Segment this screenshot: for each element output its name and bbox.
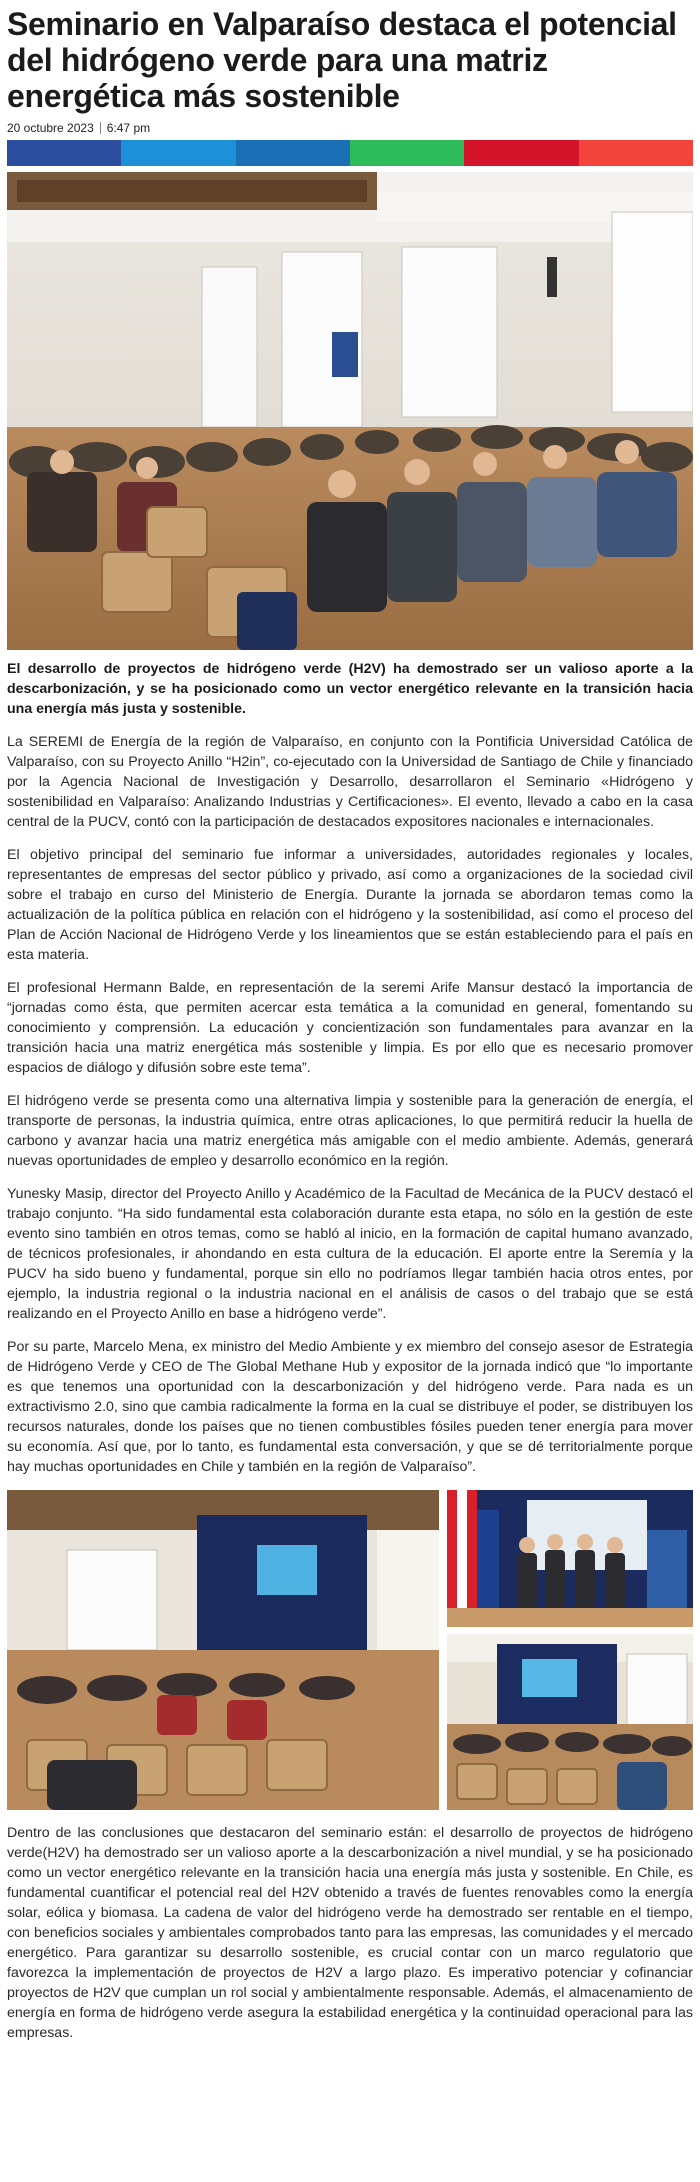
meta-divider [100, 122, 101, 134]
color-stripe-6 [579, 140, 693, 166]
article-paragraph-5: Yunesky Masip, director del Proyecto Anillo y Académico de la Facultad de Mecánica de la PUCV destacó el trabajo conjunto. “Ha sido fundamental esta colaboración durante esta etapa, no sólo en la gestión de este evento sino también en otros temas, como se habló al inicio, en la formación de capital humano avanzado, de técnicos profesionales, ir ahondando en esta cultura de la educación. El aporte entre la Seremía y la PUCV ha sido bueno y fundamental, porque sin ello no podríamos llegar también hacia otros entes, por ejemplo, la industria regional o la industria nacional en el análisis de casos o del trabajo que se está realizando en el Proyecto Anillo en base a hidrógeno verde”. [7, 1186, 693, 1322]
gallery-photo-speakers-group [447, 1490, 693, 1627]
article-lead: El desarrollo de proyectos de hidrógeno verde (H2V) ha demostrado ser un valioso aporte a la descarbonización, y se ha posicionado como un vector energético relevante en la transición hacia una energía más justa y sostenible. [7, 661, 693, 717]
main-photo-seminar-audience [7, 172, 693, 650]
color-stripe-3 [236, 140, 350, 166]
article-closing-paragraph: Dentro de las conclusiones que destacaron del seminario están: el desarrollo de proyectos de hidrógeno verde(H2V) ha demostrado ser un valioso aporte a la descarbonización a nivel mundial, y se ha posicionado como un vector energético relevante en la transición hacia una energía más justa y sostenible. En Chile, es fundamental cuantificar el potencial real del H2V obtenido a través de fuentes renovables como la energía solar, eólica y biomasa. La cadena de valor del hidrógeno verde ha demostrado ser rentable en el tiempo, con beneficios sociales y ambientales comprobados tanto para las empresas, las comunidades y el mercado energético. Para garantizar su desarrollo sostenible, es crucial contar con un marco regulatorio que favorezca la implementación de proyectos de H2V a largo plazo. Es imperativo potenciar y cofinanciar proyectos de H2V que cumplan un rol social y ambientalmente responsable. Además, el almacenamiento de energía en forma de hidrógeno verde asegura la estabilidad energética y la continuidad operacional para las empresas. [7, 1825, 693, 2041]
color-stripe-2 [121, 140, 235, 166]
article-meta [7, 120, 693, 136]
article-paragraph-2: El objetivo principal del seminario fue informar a universidades, autoridades regionales y locales, representantes de empresas del sector público y privado, así como a organizaciones de la sociedad civil sobre el trabajo en curso del Ministerio de Energía. Durante la jornada se abordaron temas como la actualización de la política pública en relación con el hidrógeno y la sostenibilidad, así como el proceso del Plan de Acción Nacional de Hidrógeno Verde y los lineamientos que se están estableciendo para el país en esta materia. [7, 847, 693, 963]
color-stripe-5 [464, 140, 578, 166]
article-time: 6:47 pm [106, 121, 151, 135]
article-title: Seminario en Valparaíso destaca el potencial del hidrógeno verde para una matriz energética más sostenible [7, 6, 677, 114]
article-paragraph-6: Por su parte, Marcelo Mena, ex ministro del Medio Ambiente y ex miembro del consejo asesor de Estrategia de Hidrógeno Verde y CEO de The Global Methane Hub y expositor de la jornada indicó que “lo importante es que tenemos una oportunidad con la descarbonización y del hidrógeno verde. Para nada es un extractivismo 2.0, sino que cambia radicalmente la forma en la cual se distribuye el poder, se distribuyen los recursos naturales, donde los países que no tienen combustibles fósiles pueden tener energía para mover su economía. Así que, por lo tanto, es fundamental esta conversación, y que se dé territorialmente porque hay muchas oportunidades en Chile y también en la región de Valparaíso”. [7, 1339, 693, 1475]
photo-gallery [7, 1490, 693, 1810]
gallery-photo-hall-wide [7, 1490, 439, 1810]
article-date: 20 octubre 2023 [7, 121, 94, 135]
color-stripe-1 [7, 140, 121, 166]
article-paragraph-1: La SEREMI de Energía de la región de Valparaíso, en conjunto con la Pontificia Universidad Católica de Valparaíso, con su Proyecto Anillo “H2in”, co-ejecutado con la Universidad de Santiago de Chile y financiado por la Agencia Nacional de Investigación y Desarrollo, desarrollaron el Seminario «Hidrógeno y sostenibilidad en Valparaíso: Analizando Industrias y Certificaciones». El evento, llevado a cabo en la casa central de la PUCV, contó con la participación de destacados expositores nacionales e internacionales. [7, 734, 693, 830]
article-paragraph-4: El hidrógeno verde se presenta como una alternativa limpia y sostenible para la generación de energía, el transporte de personas, la industria química, entre otras aplicaciones, lo que permitirá reducir la huella de carbono y avanzar hacia una matriz energética más amigable con el medio ambiente. Además, generará nuevas oportunidades de empleo y desarrollo económico en la región. [7, 1093, 693, 1169]
article-paragraph-3: El profesional Hermann Balde, en representación de la seremi Arife Mansur destacó la importancia de “jornadas como ésta, que permiten acercar esta temática a la comunidad en general, fomentando su conocimiento y comprensión. La educación y concientización son fundamentales para avanzar en la transición hacia una matriz energética más sostenible y limpia. Es por ello que es necesario promover espacios de diálogo y difusión sobre este tema”. [7, 980, 693, 1076]
color-stripe-4 [350, 140, 464, 166]
gallery-photo-audience-stage [447, 1634, 693, 1810]
brand-color-bar [7, 140, 693, 166]
